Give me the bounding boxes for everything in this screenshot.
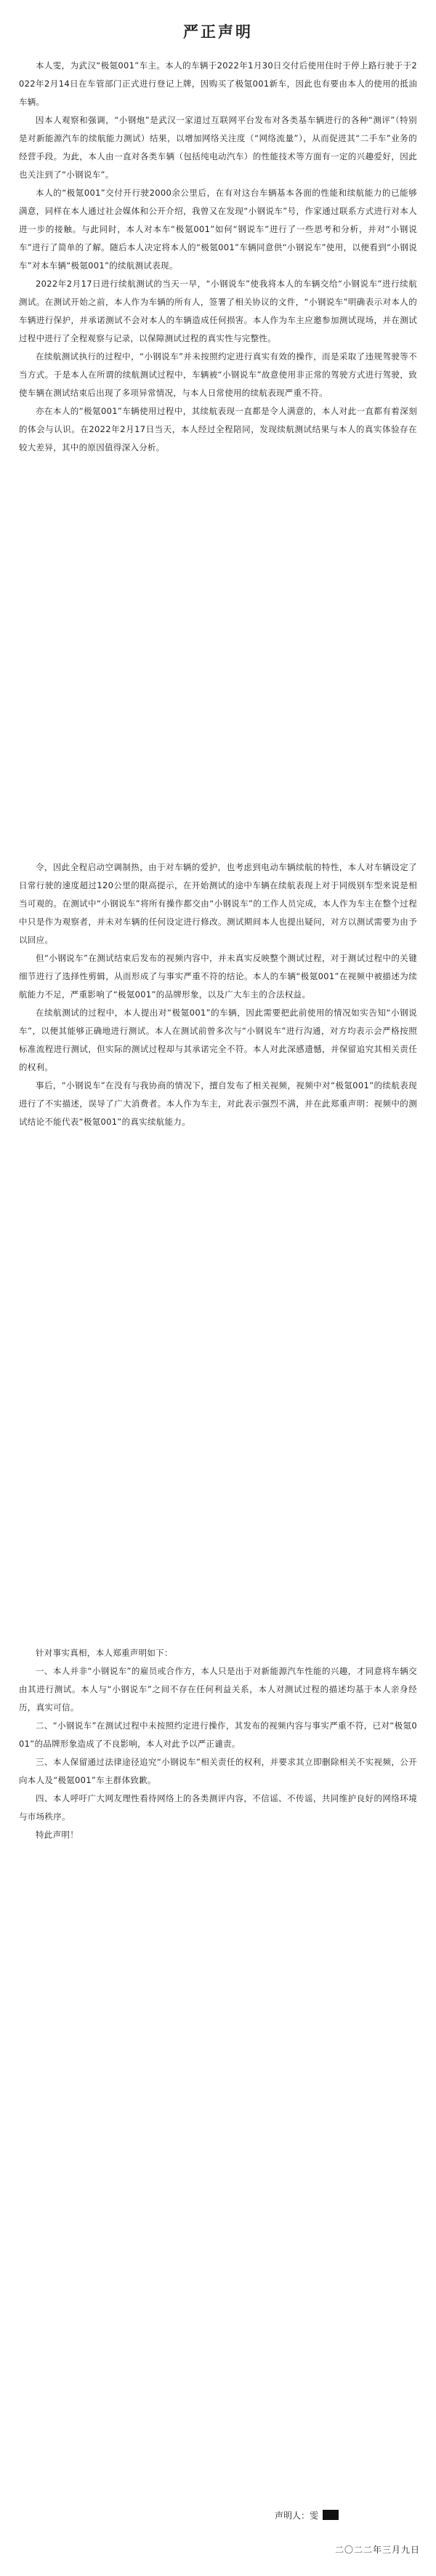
signature-line [275, 2507, 420, 2523]
document-title: 严正声明 [183, 23, 253, 41]
paragraph-2: 因本人观察和强调，“小钢炮”是武汉一家道过互联网平台发布对各类基车辆进行的各种“测评”（特别是对新能源汽车的续航能力测试）结果，以增加网络关注度（“网络流量”），从而促进其“二手车”业务的经营手段。为此，本人由一直对各类车辆（包括纯电动汽车）的性能技术等方面有一定的兴趣爱好，因此也关注到了“小钢说车”。 [19, 115, 417, 180]
paragraph-7: 令，因此全程启动空调制热，由于对车辆的爱护，也考虑到电动车辆续航的特性，本人对车辆设定了日常行驶的速度超过120公里的限高提示，在开始测试的途中车辆在续航表现上对于同级别车型来说是相当可观的。在测试中“小钢说车”将所有操作都交由“小钢说车”的工作人员完成，本人作为车主在整个过程中只是作为观察者，并未对车辆的任何设定进行修改。测试期间本人也提出疑问，对方以测试需要为由予以回应。 [19, 862, 417, 945]
paragraph-16: 特此声明！ [36, 1830, 78, 1840]
statement-date: 二〇二二年三月九日 [334, 2545, 420, 2555]
paragraph-9: 在续航测试的过程中，本人提出对“极氪001”的车辆，因此需要把此前使用的情况如实告知“小钢说车”，以便其能够正确地进行测试。本人在测试前曾多次与“小钢说车”进行沟通，对方均表示会严格按照标准流程进行测试，但实际的测试过程却与其承诺完全不符。本人对此深感遗憾，并保留追究其相关责任的权利。 [19, 1008, 417, 1072]
paragraph-10: 事后，“小钢说车”在没有与我协商的情况下，擅自发布了相关视频，视频中对“极氪001”的续航表现进行了不实描述，误导了广大消费者。本人作为车主，对此表示强烈不满，并在此郑重声明：视频中的测试结论不能代表“极氪001”的真实续航能力。 [19, 1080, 417, 1127]
paragraph-5: 在续航测试执行的过程中，“小钢说车”并未按照约定进行真实有效的操作，而是采取了违规驾驶等不当方式。于是本人在所谓的续航测试过程中，车辆被“小钢说车”故意使用非正常的驾驶方式进行驾驶，致使车辆在测试结束后出现了多项异常情况，与本人日常使用的续航表现严重不符。 [19, 351, 417, 398]
paragraph-1: 本人雯，为武汉“极氪001”车主。本人的车辆于2022年1月30日交付后使用住时于停上路行驶于于2022年2月14日在车管部门正式进行登记上牌，因购买了极氪001新车，因此也有要由本人的使用的抵油车辆。 [19, 60, 417, 107]
signature-label: 声明人： [275, 2510, 310, 2521]
signature-name: 雯 [310, 2510, 319, 2521]
paragraph-11: 针对事实真相，本人郑重声明如下： [36, 1648, 173, 1658]
paragraph-13: 二、“小钢说车”在测试过程中未按照约定进行操作，其发布的视频内容与事实严重不符，已对“极氪001”的品牌形象造成了不良影响，本人对此予以严正谴责。 [19, 1720, 417, 1749]
paragraph-12: 一、本人并非“小钢说车”的雇员或合作方，本人只是出于对新能源汽车性能的兴趣，才同意将车辆交由其进行测试。本人与“小钢说车”之间不存在任何利益关系，本人对测试过程的描述均基于本人亲身经历，真实可信。 [19, 1666, 417, 1712]
paragraph-block-2 [19, 858, 417, 1131]
paragraph-6: 亦在本人的“极氪001”车辆使用过程中，其续航表现一直都是令人满意的，本人对此一直都有着深刻的体会与认识。在2022年2月17日当天，本人经过全程陪同，发现续航测试结果与本人的真实体验存在较大差异，其中的原因值得深入分析。 [19, 406, 417, 452]
paragraph-block-3 [19, 1644, 417, 1844]
paragraph-8: 但“小钢说车”在测试结束后发布的视频内容中，并未真实反映整个测试过程，对于测试过程中的关键细节进行了选择性剪辑，从而形成了与事实严重不符的结论。本人的车辆“极氪001”在视频中被描述为续航能力不足，严重影响了“极氪001”的品牌形象，以及广大车主的合法权益。 [19, 953, 417, 1000]
paragraph-3: 本人的“极氪001”交付开行驶2000余公里后，在有对这台车辆基本各面的性能和续航能力的已能够满意，同样在本人通过社会媒体和公开介绍，我曾又在发现“小钢说车”号，作家通过联系方式进行对本人进一步的接触。与此同时，本人对本车“极氪001”如何“钢说车”进行了一些思考和分析，并对“小钢说车”进行了简单的了解。随后本人决定将本人的“极氪001”车辆同意供“小钢说车”使用，以便看到“小钢说车”对本车辆“极氪001”的续航测试表现。 [19, 188, 417, 271]
paragraph-15: 四、本人呼吁广大网友理性看待网络上的各类测评内容，不信谣、不传谣，共同维护良好的网络环境与市场秩序。 [19, 1793, 417, 1822]
redaction-mark [321, 2507, 340, 2523]
signature-area [275, 2507, 420, 2556]
paragraph-14: 三、本人保留通过法律途径追究“小钢说车”相关责任的权利，并要求其立即删除相关不实视频，公开向本人及“极氪001”车主群体致歉。 [19, 1757, 417, 1785]
paragraph-block-1 [19, 57, 417, 457]
paragraph-4: 2022年2月17日进行续航测试的当天一早，“小钢说车”使我将本人的车辆交给“小钢说车”进行续航测试。在测试开始之前，本人作为车辆的所有人，签署了相关协议的文件，“小钢说车”明确表示对本人的车辆进行保护，并承诺测试不会对本人的车辆造成任何损害。本人作为车主应邀参加测试现场，并在测试过程中进行了全程观察与记录，以保障测试过程的真实性与完整性。 [19, 279, 417, 343]
